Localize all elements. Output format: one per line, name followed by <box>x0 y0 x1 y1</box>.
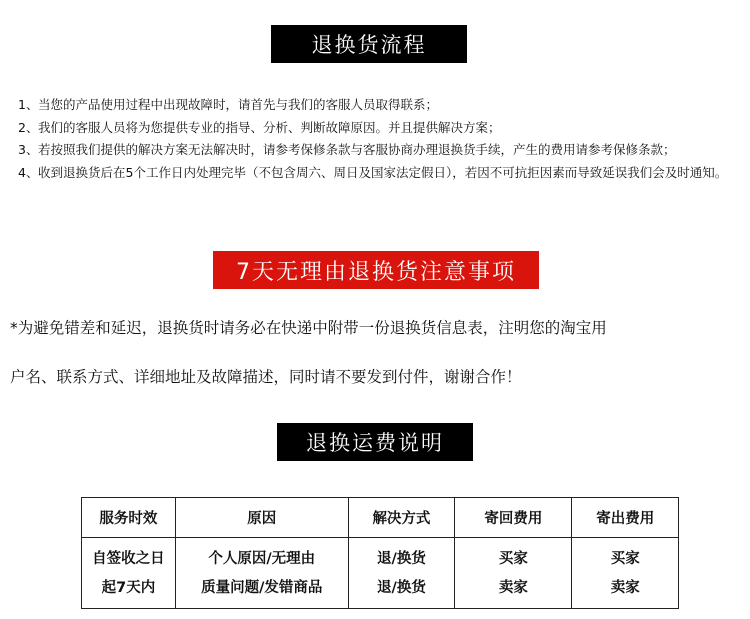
step-number: 1、 <box>18 97 39 112</box>
return-fee-line: 卖家 <box>498 579 528 596</box>
seven-day-title-banner <box>213 251 539 289</box>
step-text: 当您的产品使用过程中出现故障时，请首先与我们的客服人员取得联系； <box>38 97 439 112</box>
process-step <box>18 117 738 140</box>
process-title-banner <box>271 25 467 63</box>
step-text: 我们的客服人员将为您提供专业的指导、分析、判断故障原因。并且提供解决方案； <box>38 119 501 135</box>
process-steps <box>18 94 738 184</box>
fees-table <box>81 497 679 609</box>
header-send-fee: 寄出费用 <box>572 498 679 538</box>
step-number: 4、 <box>18 164 39 180</box>
step-number: 3、 <box>18 142 39 157</box>
fees-title: 退换运费说明 <box>306 431 444 455</box>
period-line: 自签收之日 <box>92 550 165 567</box>
process-title: 退换货流程 <box>311 33 427 57</box>
step-text: 收到退换货后在5个工作日内处理完毕（不包含周六、周日及国家法定假日），若因不可抗拒因素而导致延误我们会及时通知。 <box>38 164 728 180</box>
step-text: 若按照我们提供的解决方案无法解决时，请参考保修条款与客服协商办理退换货手续，产生的费用请参考保修条款； <box>38 142 676 157</box>
header-solution: 解决方式 <box>348 498 455 538</box>
process-step <box>18 139 738 162</box>
reason-line: 个人原因/无理由 <box>208 550 316 567</box>
table-row <box>82 538 679 609</box>
cell-reason <box>175 538 348 609</box>
period-line: 起7天内 <box>101 579 156 596</box>
solution-line: 退/换货 <box>377 579 426 596</box>
cell-send-fee <box>572 538 679 609</box>
process-step <box>18 162 738 185</box>
step-number: 2、 <box>18 119 39 135</box>
send-fee-line: 买家 <box>610 550 640 567</box>
process-step <box>18 94 738 117</box>
solution-line: 退/换货 <box>377 550 426 567</box>
return-fee-line: 买家 <box>498 550 528 567</box>
seven-day-title: 7天无理由退换货注意事项 <box>236 259 516 285</box>
header-reason: 原因 <box>175 498 348 538</box>
notice-line-2: 户名、联系方式、详细地址及故障描述，同时请不要发到付件，谢谢合作！ <box>10 368 522 386</box>
cell-period <box>82 538 176 609</box>
header-period: 服务时效 <box>82 498 176 538</box>
header-return-fee: 寄回费用 <box>455 498 572 538</box>
notice-line-1: *为避免错差和延迟，退换货时请务必在快递中附带一份退换货信息表，注明您的淘宝用 <box>10 319 607 337</box>
cell-return-fee <box>455 538 572 609</box>
table-header-row <box>82 498 679 538</box>
cell-solution <box>348 538 455 609</box>
reason-line: 质量问题/发错商品 <box>201 579 323 596</box>
fees-title-banner <box>277 423 473 461</box>
send-fee-line: 卖家 <box>610 579 640 596</box>
